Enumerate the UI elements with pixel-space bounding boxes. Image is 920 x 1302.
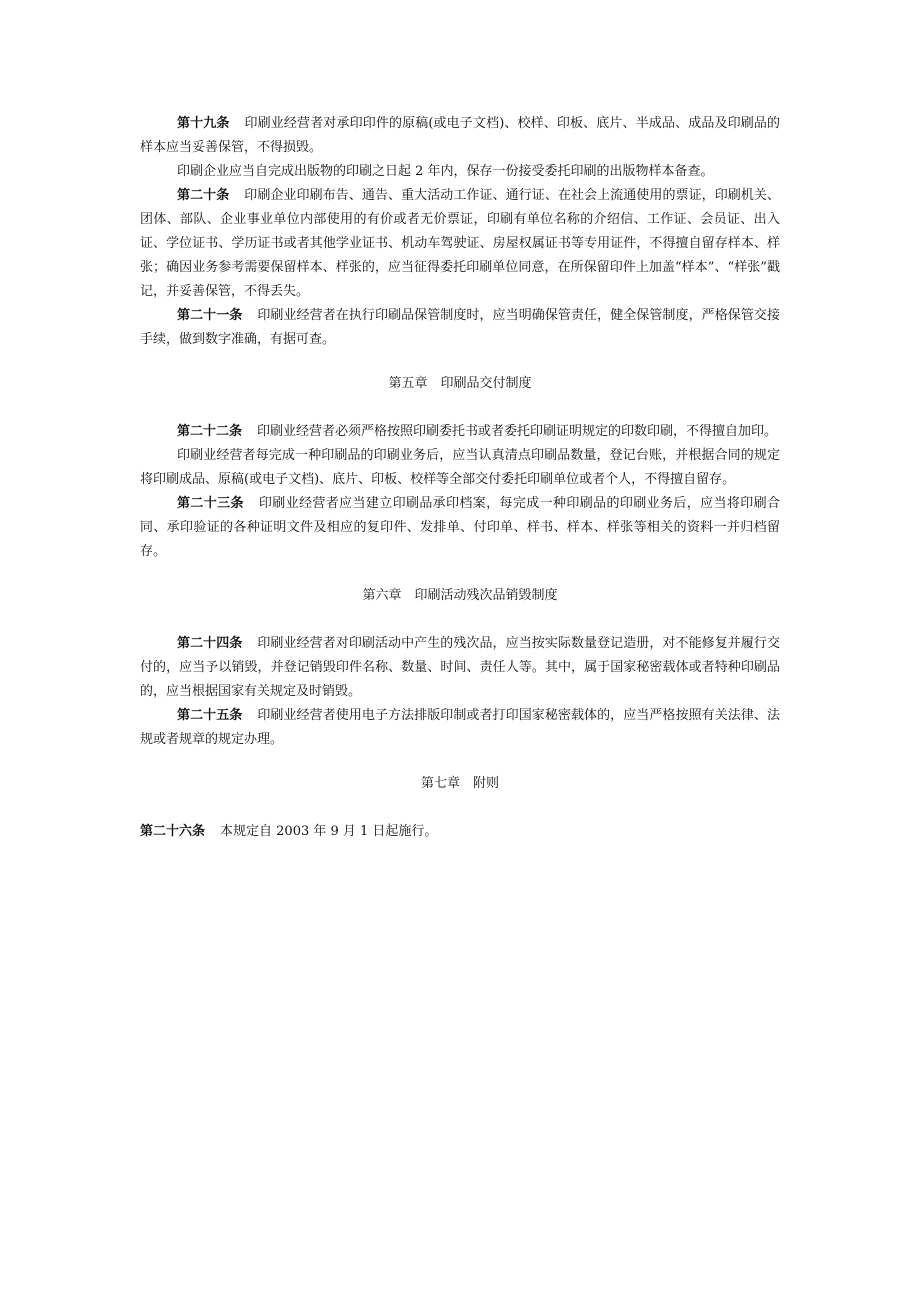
article-25 [140,704,780,752]
article-label: 第二十三条 [177,496,244,511]
article-26 [140,820,780,844]
document-body [140,112,780,844]
chapter-7-heading: 第七章 附则 [420,776,499,791]
article-label: 第十九条 [177,116,230,131]
article-24 [140,632,780,704]
article-text: 印刷业经营者使用电子方法排版印制或者打印国家秘密载体的，应当严格按照有关法律、法规或者规章的规定办理。 [140,708,780,747]
article-text: 印刷业经营者应当建立印刷品承印档案，每完成一种印刷品的印刷业务后，应当将印刷合同、承印验证的各种证明文件及相应的复印件、发排单、付印单、样书、样本、样张等相关的资料一并归档留存。 [140,496,780,559]
article-label: 第二十五条 [177,708,243,723]
article-label: 第二十二条 [177,424,243,439]
article-22-paragraph-2: 印刷业经营者每完成一种印刷品的印刷业务后，应当认真清点印刷品数量，登记台账，并根据合同的规定将印刷成品、原稿(或电子文档)、底片、印板、校样等全部交付委托印刷单位或者个人，不得擅自留存。 [140,448,780,487]
article-label: 第二十六条 [140,824,206,839]
chapter-6-heading: 第六章 印刷活动残次品销毁制度 [362,588,558,603]
article-19 [140,112,780,160]
article-text: 印刷企业印刷布告、通告、重大活动工作证、通行证、在社会上流通使用的票证，印刷机关、团体、部队、企业事业单位内部使用的有价或者无价票证，印刷有单位名称的介绍信、工作证、会员证、出入证、学位证书、学历证书或者其他学业证书、机动车驾驶证、房屋权属证书等专用证件，不得擅自留存样本、样张；确因业务参考需要保留样本、样张的，应当征得委托印刷单位同意，在所保留印件上加盖“样本”、“样张”戳记，并妥善保管，不得丢失。 [140,188,780,299]
article-text: 本规定自 2003 年 9 月 1 日起施行。 [220,824,438,839]
article-label: 第二十一条 [177,308,243,323]
article-20 [140,184,780,304]
chapter-5-heading: 第五章 印刷品交付制度 [388,376,532,391]
article-text: 印刷业经营者必须严格按照印刷委托书或者委托印刷证明规定的印数印刷，不得擅自加印。 [257,424,778,439]
article-text: 印刷业经营者对印刷活动中产生的残次品，应当按实际数量登记造册，对不能修复并履行交付的，应当予以销毁，并登记销毁印件名称、数量、时间、责任人等。其中，属于国家秘密载体或者特种印刷品的，应当根据国家有关规定及时销毁。 [140,636,780,699]
article-text: 印刷业经营者在执行印刷品保管制度时，应当明确保管责任，健全保管制度，严格保管交接手续，做到数字准确，有据可查。 [140,308,780,347]
article-text: 印刷业经营者对承印印件的原稿(或电子文档)、校样、印板、底片、半成品、成品及印刷品的样本应当妥善保管，不得损毁。 [140,116,780,155]
article-21 [140,304,780,352]
article-label: 第二十四条 [177,636,243,651]
article-23 [140,492,780,564]
article-19-paragraph-2: 印刷企业应当自完成出版物的印刷之日起 2 年内，保存一份接受委托印刷的出版物样本备查。 [177,164,714,179]
article-22 [140,420,780,444]
article-label: 第二十条 [177,188,230,203]
